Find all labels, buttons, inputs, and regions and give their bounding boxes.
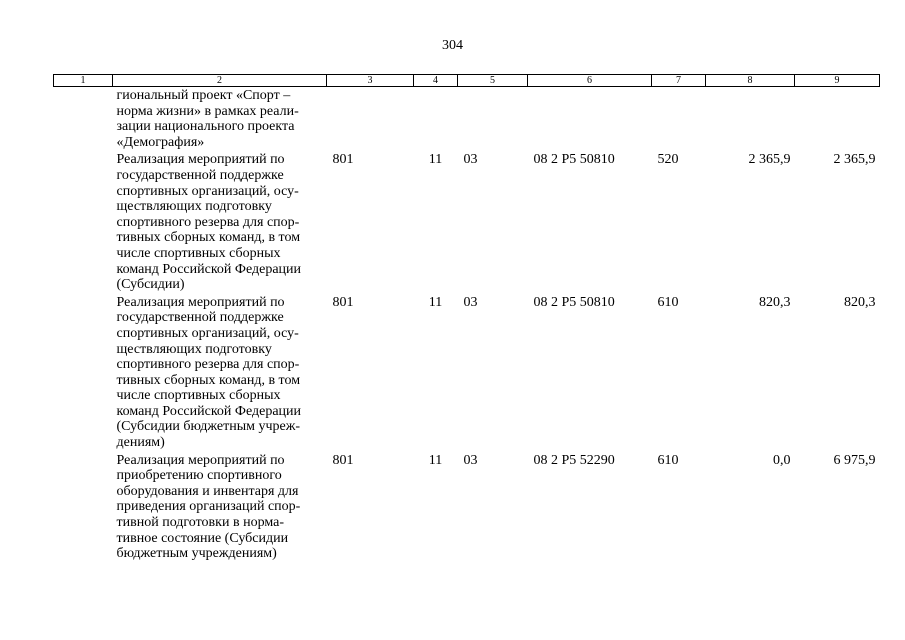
- cell-amount-2: 6 975,9: [833, 452, 876, 468]
- name-line: Реализация мероприятий по: [116, 452, 285, 468]
- table-row: [54, 451, 880, 562]
- header-col-3: 3: [327, 75, 414, 87]
- name-line: приобретению спортивного: [116, 468, 282, 484]
- cell-empty: [54, 150, 113, 292]
- table-row: [54, 293, 880, 451]
- name-line: государственной поддержке: [116, 310, 284, 326]
- cell-ministry: 801: [332, 294, 354, 310]
- name-line: тивной подготовки в норма-: [116, 515, 284, 531]
- cell-empty: [54, 87, 113, 151]
- name-line: дениям): [116, 435, 165, 451]
- header-col-7: 7: [652, 75, 706, 87]
- cell-amount-1: 820,3: [759, 294, 791, 310]
- cell-target: 08 2 P5 50810: [533, 152, 615, 168]
- name-line: тивных сборных команд, в том: [116, 230, 301, 246]
- name-line: спортивных организаций, осу-: [116, 325, 299, 341]
- name-line: зации национального проекта: [116, 119, 295, 135]
- cell-section: 11: [428, 152, 443, 168]
- name-line: норма жизни» в рамках реали-: [116, 103, 299, 119]
- name-line: команд Российской Федерации: [116, 261, 302, 277]
- budget-table: [53, 74, 880, 562]
- cell-amount-1: 0,0: [773, 452, 791, 468]
- name-line: Реализация мероприятий по: [116, 152, 285, 168]
- header-col-5: 5: [458, 75, 528, 87]
- name-line: оборудования и инвентаря для: [116, 483, 299, 499]
- cell-amount-2: 2 365,9: [833, 152, 876, 168]
- name-line: гиональный проект «Спорт –: [116, 88, 291, 103]
- name-line: (Субсидии бюджетным учреж-: [116, 419, 301, 435]
- table-body: [54, 87, 880, 562]
- name-line: спортивных организаций, осу-: [116, 183, 299, 199]
- cell-expense-type: 520: [657, 152, 679, 168]
- cell-amount-2: 820,3: [844, 294, 876, 310]
- cell-ministry: 801: [332, 152, 354, 168]
- cell-subsection: 03: [463, 152, 478, 168]
- header-row: [54, 75, 880, 87]
- name-line: «Демография»: [116, 134, 205, 150]
- cell-subsection: 03: [463, 452, 478, 468]
- name-line: числе спортивных сборных: [116, 245, 281, 261]
- page-number: 304: [442, 38, 463, 53]
- cell-name: [113, 293, 327, 451]
- cell-target: 08 2 P5 52290: [533, 452, 615, 468]
- name-line: бюджетным учреждениям): [116, 546, 277, 562]
- cell-subsection: 03: [463, 294, 478, 310]
- table-header: [54, 75, 880, 87]
- name-line: тивных сборных команд, в том: [116, 372, 301, 388]
- header-col-6: 6: [528, 75, 652, 87]
- name-line: тивное состояние (Субсидии: [116, 530, 289, 546]
- cell-name: [113, 150, 327, 292]
- name-line: ществляющих подготовку: [116, 341, 272, 357]
- name-line: ществляющих подготовку: [116, 199, 272, 215]
- cell-section: 11: [428, 452, 443, 468]
- name-line: (Субсидии): [116, 277, 185, 293]
- name-line: спортивного резерва для спор-: [116, 357, 300, 373]
- header-col-9: 9: [795, 75, 880, 87]
- cell-section: 11: [428, 294, 443, 310]
- cell-ministry: 801: [332, 452, 354, 468]
- cell-name: [113, 451, 327, 562]
- cell-empty: [54, 293, 113, 451]
- name-line: числе спортивных сборных: [116, 388, 281, 404]
- table-row: [54, 150, 880, 292]
- cell-expense-type: 610: [657, 294, 679, 310]
- header-col-8: 8: [706, 75, 795, 87]
- header-col-4: 4: [414, 75, 458, 87]
- cell-name: [113, 87, 327, 151]
- name-line: приведения организаций спор-: [116, 499, 301, 515]
- name-line: Реализация мероприятий по: [116, 294, 285, 310]
- name-line: команд Российской Федерации: [116, 403, 302, 419]
- cell-expense-type: 610: [657, 452, 679, 468]
- name-line: спортивного резерва для спор-: [116, 214, 300, 230]
- cell-target: 08 2 P5 50810: [533, 294, 615, 310]
- table-row-continuation: [54, 87, 880, 151]
- cell-empty: [54, 451, 113, 562]
- header-col-1: 1: [54, 75, 113, 87]
- cell-amount-1: 2 365,9: [748, 152, 791, 168]
- header-col-2: 2: [113, 75, 327, 87]
- name-line: государственной поддержке: [116, 167, 284, 183]
